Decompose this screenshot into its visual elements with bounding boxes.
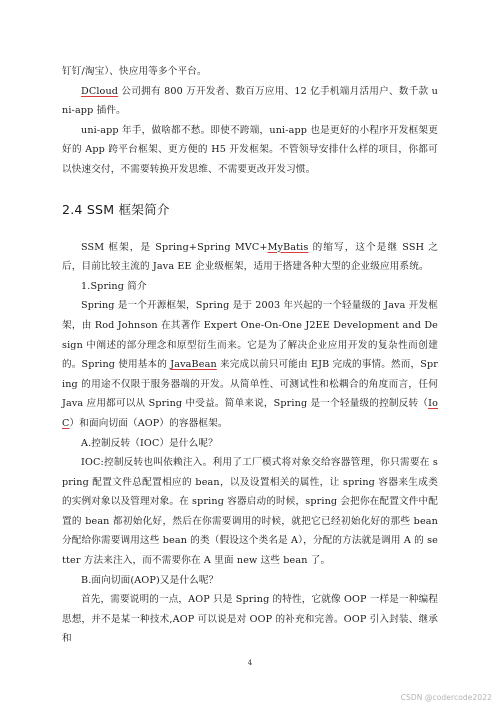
dcloud-text: 公司拥有 800 万开发者、数百万应用、12 亿手机端月活用户、数千款 uni-app 插件。 [62, 85, 438, 117]
section-title: 2.4 SSM 框架简介 [62, 201, 170, 217]
ioc-term: IoC [62, 398, 438, 429]
paragraph-uniapp: uni-app 年手，做啥都不愁。即使不跨端，uni-app 也是更好的小程序开发框架更好的 App 跨平台框架、更方便的 H5 开发框架。不管领导安排什么样的项目，你都可以快速交付，不需要转换开发思维、不需要更改开发习惯。 [62, 124, 438, 175]
paragraph-dcloud [62, 82, 438, 121]
spring-text-2: 来完成以前只可能由 EJB 完成的事情。然而，Spring 的用途不仅限于服务器端的开发。从简单性、可测试性和松耦合的角度而言，任何 Java 应用都可以从 Spring 中受益。简单来说，Spring 是一个轻量级的控制反转（ [62, 359, 438, 410]
document-body [62, 62, 438, 649]
subheading-spring: 1.Spring 简介 [81, 280, 147, 292]
javabean-term: JavaBean [170, 359, 217, 371]
paragraph-ioc: IOC:控制反转也叫依赖注入。利用了工厂模式将对象交给容器管理，你只需要在 spring 配置文件总配置相应的 bean，以及设置相关的属性，让 spring 容器来生成类的实例对象以及管理对象。在 spring 容器启动的时候，spring 会把你在配置文件中配置的 bean 都初始化好，然后在你需要调用的时候，就把它已经初始化好的那些 bean 分配给你需要调用这些 bean 的类（假设这个类名是 A），分配的方法就是调用 A 的 setter 方法来注入，而不需要你在 A 里面 new 这些 bean 了。 [62, 457, 438, 567]
paragraph-ssm [62, 238, 438, 277]
spring-text-1: Spring 是一个开源框架，Spring 是于 2003 年兴起的一个轻量级的 Java 开发框架，由 Rod Johnson 在其著作 Expert One-On-One J2EE Development and Design 中阐述的部分理念和原型衍生而来。它是为了解决企业应用开发的复杂性而创建的。Spring 使用基本的 [62, 300, 438, 371]
mybatis-term: MyBatis [267, 241, 309, 253]
paragraph-intro-tail: 钉钉/淘宝）、快应用等多个平台。 [62, 66, 207, 77]
ssm-text-before: SSM 框架，是 Spring+Spring MVC+ [81, 241, 268, 253]
paragraph-aop: 首先，需要说明的一点，AOP 只是 Spring 的特性，它就像 OOP 一样是一种编程思想，并不是某一种技术,AOP 可以说是对 OOP 的补充和完善。OOP 引入封装、继承和 [62, 594, 439, 645]
subheading-aop: B.面向切面(AOP)又是什么呢？ [81, 574, 219, 586]
spring-text-3: ）和面向切面（AOP）的容器框架。 [69, 417, 228, 429]
dcloud-link: DCloud [81, 85, 119, 97]
page-number: 4 [247, 659, 253, 667]
subheading-ioc: A.控制反转（IOC）是什么呢？ [81, 437, 218, 449]
csdn-watermark: CSDN @codercode2022 [400, 693, 492, 702]
paragraph-spring [62, 296, 438, 433]
ssm-text-after: 的缩写，这个是继 SSH 之后，目前比较主流的 Java EE 企业级框架，适用于搭建各种大型的企业级应用系统。 [62, 241, 438, 273]
